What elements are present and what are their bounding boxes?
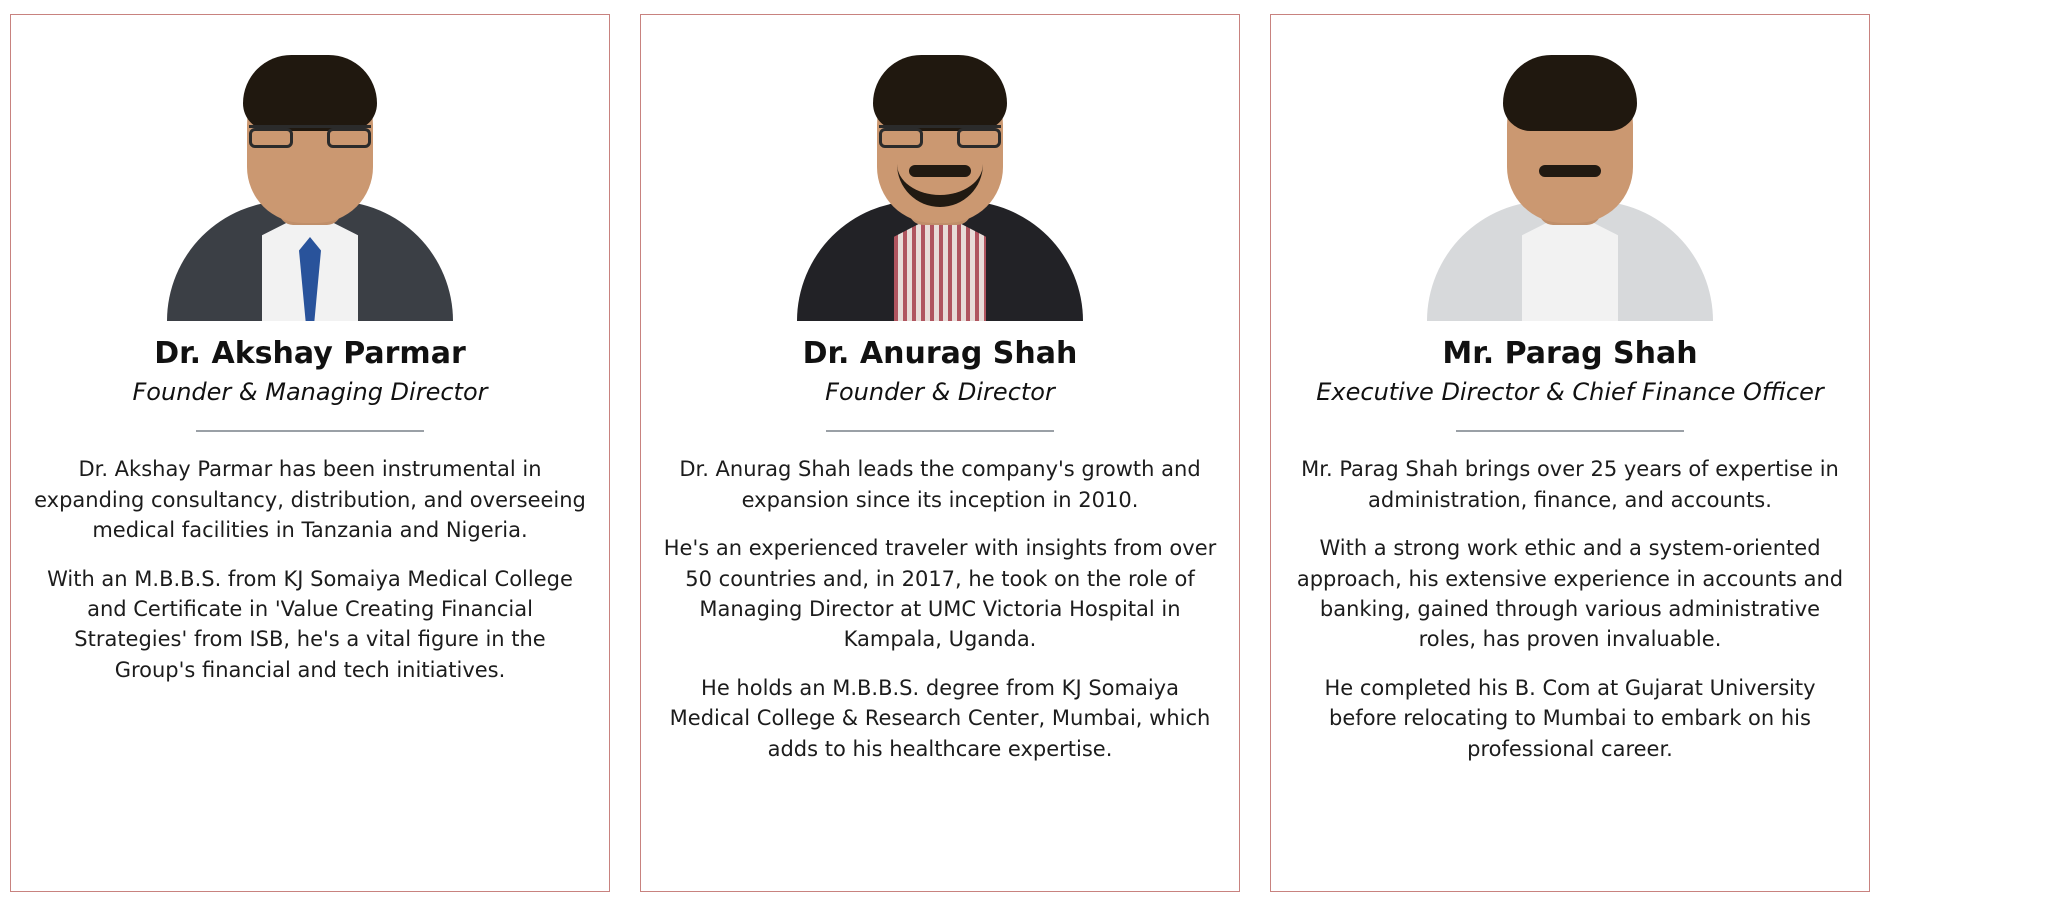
bio-paragraph: Mr. Parag Shah brings over 25 years of expertise in administration, finance, and accounts.	[1301, 457, 1839, 512]
bio-paragraph: He's an experienced traveler with insights from over 50 countries and, in 2017, he took on the role of Managing Director at UMC Victoria Hospital in Kampala, Uganda.	[663, 536, 1217, 652]
profile-name: Mr. Parag Shah	[1442, 336, 1698, 371]
bio-paragraph: Dr. Anurag Shah leads the company's growth and expansion since its inception in 2010.	[679, 457, 1201, 512]
profile-divider	[826, 430, 1054, 432]
profile-card-anurag-shah	[640, 14, 1240, 892]
portrait-illustration	[167, 39, 453, 321]
profile-card-parag-shah	[1270, 14, 1870, 892]
profile-photo-parag-shah	[1293, 33, 1847, 321]
profile-divider	[1456, 430, 1684, 432]
portrait-illustration	[797, 39, 1083, 321]
profile-photo-anurag-shah	[663, 33, 1217, 321]
profile-divider	[196, 430, 424, 432]
profile-bio	[663, 454, 1217, 764]
bio-paragraph: He completed his B. Com at Gujarat University before relocating to Mumbai to embark on his professional career.	[1324, 675, 1816, 761]
profile-name: Dr. Anurag Shah	[802, 336, 1078, 371]
portrait-illustration	[1427, 39, 1713, 321]
profile-photo-akshay-parmar	[33, 33, 587, 321]
profile-role: Founder & Managing Director	[132, 377, 488, 406]
bio-paragraph: With a strong work ethic and a system-oriented approach, his extensive experience in accounts and banking, gained through various administrative roles, has proven invaluable.	[1296, 536, 1844, 652]
profile-name: Dr. Akshay Parmar	[154, 336, 466, 371]
bio-paragraph: With an M.B.B.S. from KJ Somaiya Medical College and Certificate in 'Value Creating Financial Strategies' from ISB, he's a vital figure in the Group's financial and tech initiatives.	[47, 566, 573, 682]
profile-role: Founder & Director	[825, 377, 1055, 406]
bio-paragraph: Dr. Akshay Parmar has been instrumental in expanding consultancy, distribution, and overseeing medical facilities in Tanzania and Nigeria.	[34, 457, 586, 543]
profile-bio	[1293, 454, 1847, 764]
profile-card-akshay-parmar	[10, 14, 610, 892]
profile-role: Executive Director & Chief Finance Officer	[1316, 377, 1824, 406]
profile-bio	[33, 454, 587, 685]
bio-paragraph: He holds an M.B.B.S. degree from KJ Somaiya Medical College & Research Center, Mumbai, which adds to his healthcare expertise.	[669, 675, 1211, 761]
